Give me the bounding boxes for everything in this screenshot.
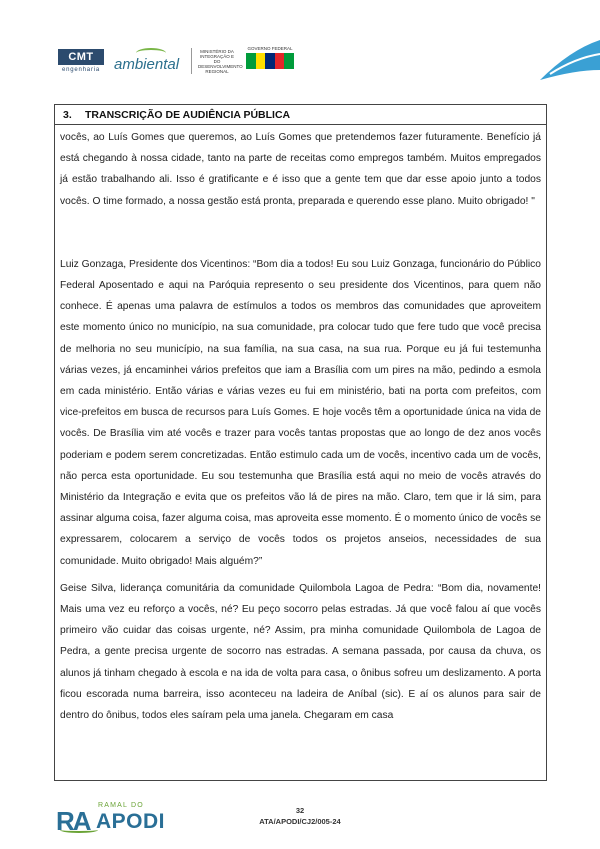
cmt-logo-subtext: engenharia <box>61 67 101 73</box>
brasil-flag-icon <box>246 53 294 69</box>
paragraph: vocês, ao Luís Gomes que queremos, ao Luís Gomes que pretendemos fazer futuramente. Benefício já está chegando à nossa cidade, tanto na parte de receitas como empregos também. Muitos empregados já estão trabalhando ali. Isso é gratificante e é isso que a gente tem que dar esse apoio junto a todos vocês. O time formado, a nossa gestão está pronta, preparada e querendo esse plano. Muito obrigado! " <box>60 132 541 207</box>
cmt-logo <box>58 47 104 75</box>
paragraph: Geise Silva, liderança comunitária da comunidade Quilombola Lagoa de Pedra: “Bom dia, novamente! Mais uma vez eu reforço a vocês, né? Eu peço socorro pelas estradas. Já que você falou aí que vocês primeiro vão cuidar das coisas urgente, né? Assim, pra minha comunidade Quilombola de Lagoa de Pedra, a gente precisa urgente de socorro nas estradas. A semana passada, por causa da chuva, os alunos já tinham chegado à escola e na ida de volta para casa, o ônibus sofreu um deslizamento. A porta ficou escorada numa barreira, isso aconteceu na ladeira de Aníbal (sic). E aí os alunos para sair de dentro do ônibus, todos eles saíram pela uma janela. Chegaram em casa <box>60 582 541 722</box>
ambiental-logo-text: ambiental <box>114 55 180 73</box>
logo-apodi-text: APODI <box>96 810 166 833</box>
logo-wave-icon <box>60 827 98 833</box>
document-code: ATA/APODI/CJ2/005-24 <box>259 817 341 826</box>
header-logos <box>58 44 294 78</box>
ambiental-logo <box>114 56 179 73</box>
governo-federal-text: GOVERNO FEDERAL <box>247 46 293 51</box>
transcript-body <box>55 125 546 726</box>
logo-divider <box>191 48 192 74</box>
section-number: 3. <box>63 109 72 121</box>
content-frame <box>54 104 547 781</box>
section-title-text: TRANSCRIÇÃO DE AUDIÊNCIA PÚBLICA <box>85 109 291 121</box>
logo-ra-mark: RA <box>56 806 90 836</box>
paragraph: Luiz Gonzaga, Presidente dos Vicentinos: “Bom dia a todos! Eu sou Luiz Gonzaga, funcionário do Público Federal Aposentado e aqui na Paróquia represento o seu presidente dos Vicentinos, para quem não conhece. É apenas uma palavra de estímulos a todos os membros das comunidades que aproveitem este momento único no município, na sua comunidade, pra colocar tudo que fere tudo que você precisa de melhoria no seu município, na sua família, na sua casa, na sua rua. Porque eu já fui testemunha várias vezes, já encaminhei vários prefeitos que iam a Brasília com um pires na mão, pedindo a esmola em cada ministério. Então várias e várias vezes eu fui em ministério, bati na porta com prefeitos, com vice-prefeitos em busca de recursos para Luís Gomes. E hoje vocês têm a oportunidade única na vida de vocês. De Brasília vim até vocês e trazer para vocês tantas propostas que ao longo de dez anos vocês poderiam e podem serem concretizadas. Então estimulo cada um de vocês, incentivo cada um de vocês, não perca esta oportunidade. Eu sou testemunha que Brasília está aqui no meio de vocês através do Ministério da Integração e evita que os prefeitos vão lá de pires na mão. Claro, tem que ir lá sim, para assinar alguma coisa, fazer alguma coisa, mas aproveita esse momento. É o momento único de vocês se expressarem, colocarem a serviço de vocês todos os projetos anseios, necessidades de sua comunidade. Muito obrigado! Mais alguém?” <box>60 258 541 567</box>
page-number: 32 <box>295 806 305 815</box>
logo-ramal-text: RAMAL DO <box>98 802 144 809</box>
ambiental-swoosh-icon <box>136 48 166 58</box>
section-title <box>55 105 546 125</box>
corner-swoosh-icon <box>530 30 600 100</box>
governo-federal-logo <box>246 46 294 76</box>
ministerio-logo: MINISTÉRIO DA INTEGRAÇÃO E DO DESENVOLVIMENTO REGIONAL <box>198 48 243 74</box>
cmt-logo-text: CMT <box>58 49 104 65</box>
